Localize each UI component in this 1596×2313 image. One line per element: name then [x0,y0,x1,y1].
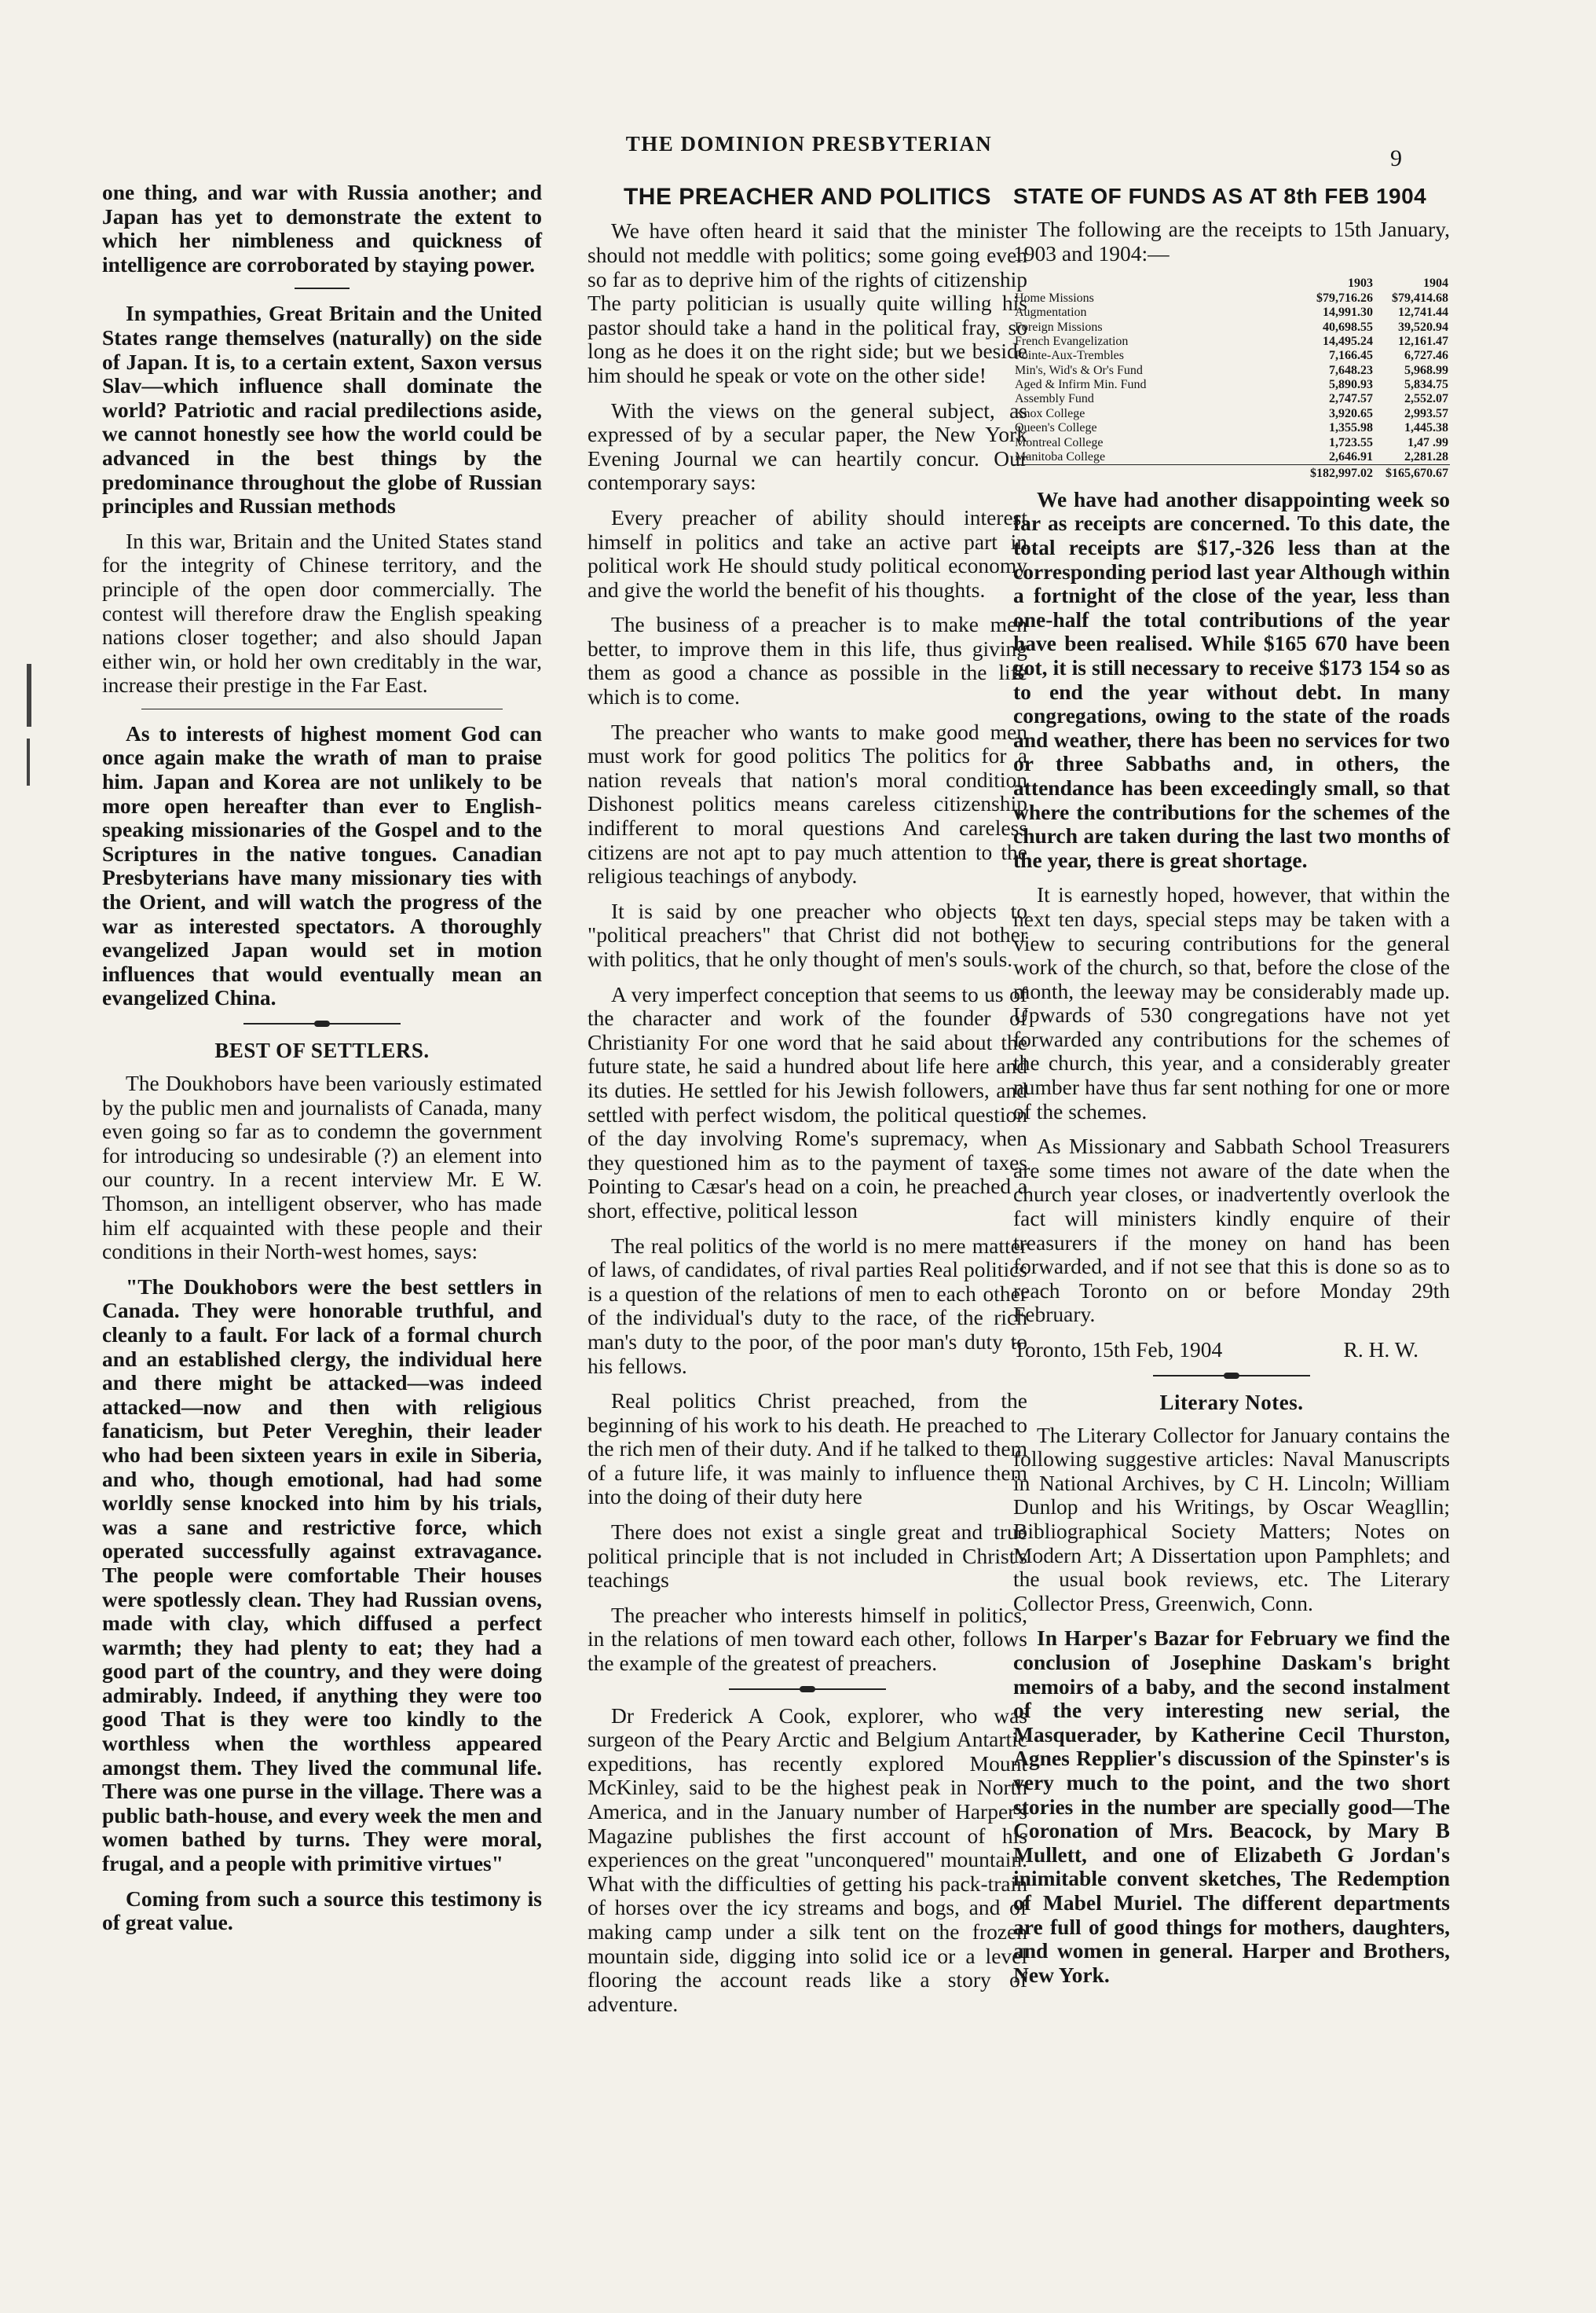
table-cell-label: Augmentation [1015,306,1087,320]
section-heading: BEST OF SETTLERS. [214,1039,430,1062]
ornamental-divider [1153,1375,1310,1376]
table-cell-value: 7,166.45 [1329,349,1373,363]
article-paragraph: The following are the receipts to 15th January, 1903 and 1904:— [1013,217,1450,266]
article-paragraph: The preacher who interests himself in politics, in the relations of men toward each other, follows the example of the greatest of preachers. [588,1602,1027,1676]
divider [295,288,350,289]
table-row [1013,436,1450,450]
table-cell-label: Min's, Wid's & Or's Fund [1015,363,1143,377]
table-row [1013,421,1450,435]
margin-mark [27,664,31,727]
table-cell-label: Foreign Missions [1015,320,1103,334]
section-heading: Literary Notes. [1159,1390,1304,1414]
table-cell-value: 5,834.75 [1404,378,1448,392]
table-cell-value: 7,648.23 [1329,363,1373,377]
article-paragraph: It is said by one preacher who objects to "political preachers" that Christ did not bother with politics, that he only thought of men's souls. [588,898,1027,971]
table-cell-value: 12,161.47 [1398,334,1448,348]
table-cell-value: 12,741.44 [1398,306,1448,320]
table-row [1013,291,1450,306]
table-row [1013,364,1450,378]
table-cell-value: 40,698.55 [1323,320,1373,334]
table-cell-value: 2,993.57 [1404,406,1448,420]
article-paragraph: As to interests of highest moment God can once again make the wrath of man to praise him. Japan and Korea are not unlikely to be more open hereafter than ever to English-speaking missionaries of the Gospel and to the Scriptures in the native tongues. Canadian Presbyterians have many missionary ties with the Orient, and will watch the progress of the war as interested spectators. A thoroughly evangelized Japan would set in motion influences that would eventually mean an evangelized China. [102,720,542,1010]
table-cell-value: 5,890.93 [1329,378,1373,392]
table-cell-label: Montreal College [1015,435,1104,449]
column-middle [588,181,1027,2027]
table-header-year: 1904 [1423,277,1448,291]
table-cell-label: Knox College [1015,406,1085,420]
table-cell-value: 39,520.94 [1398,320,1448,334]
article-paragraph: We have had another disappointing week so far as receipts are concerned. To this date, the total receipts are $17,-326 less than at the corresponding period last year Although within a fortnight of the close of the year, less than one-half the total contributions of the year have been realised. While $165 670 have been got, it is still necessary to receive $173 154 so as to end the year without debt. In many congregations, owing to the state of the roads and weather, there has been no services for two or three Sabbaths and, in others, the attendance has been exceedingly small, so that where the contributions for the schemes of the church are taken during the last two months of the year, there is great shortage. [1013,486,1450,872]
table-cell-value: 2,646.91 [1329,450,1373,464]
table-cell-value: 14,991.30 [1323,306,1373,320]
table-cell-label: Assembly Fund [1015,392,1094,406]
article-paragraph: With the views on the general subject, as expressed of by a secular paper, the New York Evening Journal we can heartily concur. Our contemporary says: [588,398,1027,495]
table-cell-value: 1,47 .99 [1407,435,1448,449]
table-row [1013,392,1450,406]
table-cell-value: 3,920.65 [1329,406,1373,420]
table-cell-value: 1,355.98 [1329,421,1373,435]
signature-line [1013,1338,1450,1362]
article-paragraph: Coming from such a source this testimony is of great value. [102,1886,542,1935]
table-cell-value: $79,716.26 [1316,291,1373,305]
signature-name: R. H. W. [1343,1337,1418,1362]
article-heading: THE PREACHER AND POLITICS [623,184,992,210]
table-cell-value: 2,281.28 [1404,450,1448,464]
table-row [1013,321,1450,335]
article-paragraph: In this war, Britain and the United States stand for the integrity of Chinese territory, and the principle of the open door commercially. The contest will therefore draw the English speaking nations closer together; and also should Japan either win, or hold her own creditably in the war, increase their prestige in the Far East. [102,528,542,698]
signature-place: Toronto, 15th Feb, 1904 [1013,1337,1223,1362]
article-paragraph: A very imperfect conception that seems to us of the character and work of the founder of Christianity For one word that he said about the future state, he said a hundred about life here and its duties. He settled for his Jewish followers, and settled with perfect wisdom, the political question of the day involving Rome's supremacy, when they questioned him as to the payment of taxes Pointing to Cæsar's head on a coin, he preached a short, effective, political lesson [588,981,1027,1222]
column-left [102,181,542,1946]
article-paragraph: It is earnestly hoped, however, that within the next ten days, special steps may be taken with a view to securing contributions for the general work of the church, so that, before the close of the month, the leeway may be considerably made up. Upwards of 530 congregations have not yet forwarded any contributions for the schemes of the church, this year, and a considerably greater number have thus far sent nothing for one or more of the schemes. [1013,882,1450,1124]
table-row [1013,378,1450,392]
table-cell-value: 1,723.55 [1329,435,1373,449]
table-row [1013,306,1450,320]
table-cell-label: Queen's College [1015,421,1097,435]
article-paragraph: Every preacher of ability should interest himself in politics and take an active part in political work He should study political economy and give the world the benefit of his thoughts. [588,504,1027,602]
table-cell-label: Pointe-Aux-Trembles [1015,349,1124,363]
table-header-year: 1903 [1348,277,1373,291]
ornamental-divider [243,1023,401,1025]
article-paragraph: The preacher who wants to make good men must work for good politics The politics for a nation reveals that nation's moral condition Dishonest politics means careless citizenship indifferent to moral questions And careless citizens are not apt to pay much attention to the religious teachings of anybody. [588,719,1027,889]
table-header-row [1013,277,1450,291]
article-paragraph: We have often heard it said that the minister should not meddle with politics; some going even so far as to deprive him of the rights of citizenship The party politician is usually quite willing his pastor should take a hand in the political fray, so long as he does it on the right side; but we beside him should he speak or vote on the other side! [588,218,1027,387]
margin-mark [27,739,30,786]
page-number: 9 [1390,145,1402,171]
article-paragraph: The Doukhobors have been variously estimated by the public men and journalists of Canada, many even going so far as to condemn the government for introducing so undesirable (?) an element into our country. In a recent interview Mr. E W. Thomson, an intelligent observer, who has made him elf acquainted with these people and their conditions in their North-west homes, says: [102,1071,542,1264]
table-total: $165,670.67 [1375,465,1450,482]
table-cell-value: 14,495.24 [1323,334,1373,348]
article-paragraph: There does not exist a single great and true political principle that is not included in Christ's teachings [588,1519,1027,1593]
table-cell-value: 2,552.07 [1404,392,1448,406]
ornamental-divider [729,1688,886,1690]
table-cell-value: $79,414.68 [1392,291,1448,305]
table-cell-value: 2,747.57 [1329,392,1373,406]
article-paragraph: one thing, and war with Russia another; and Japan has yet to demonstrate the extent to which her nimbleness and quickness of intelligence are corroborated by staying power. [102,180,542,277]
article-paragraph: As Missionary and Sabbath School Treasurers are some times not aware of the date when the church year closes, or inadvertently overlook the fact will ministers kindly enquire of their treasurers if the money on hand has been forwarded, and if not see that this is done so as to reach Toronto on or before Monday 29th February. [1013,1134,1450,1327]
article-paragraph: "The Doukhobors were the best settlers in Canada. They were honorable truthful, and cleanly to a fault. For lack of a formal church and an established clergy, the individual here and there might be attacked—was indeed attacked—now and then with religious fanaticism, but Peter Vereghin, their leader who had been sixteen years in exile in Siberia, and who, though emotional, had had some worldly sense knocked into him by his trials, was a sane and restrictive force, which operated successfully against extravagance. The people were comfortable Their houses were spotlessly clean. They had Russian ovens, made with clay, which diffused a perfect warmth; they had plenty to eat; they had a good part of the country, and they were doing admirably. Indeed, if anything they were too good That is they were too kindly to the worthless when the worthless appeared amongst them. They lived the communal life. There was one purse in the village. There was a public bath-house, and every week the men and women bathed by turns. They were moral, frugal, and a people with primitive virtues" [102,1274,542,1876]
table-row [1013,450,1450,465]
article-heading: STATE OF FUNDS AS AT 8th FEB 1904 [1013,184,1427,208]
funds-table-body [1013,291,1450,465]
page-header: THE DOMINION PRESBYTERIAN [625,132,993,156]
article-paragraph: The real politics of the world is no mere matter of laws, of candidates, of rival parties Real politics is a question of the relations of men to each other of the individual's duty to the race, of the rich man's duty to the poor, of the poor man's duty to his fellows. [588,1233,1027,1378]
table-cell-value: 1,445.38 [1404,421,1448,435]
column-right [1013,181,1450,1998]
table-row [1013,349,1450,363]
table-row [1013,407,1450,421]
article-paragraph: The Literary Collector for January contains the following suggestive articles: Naval Manuscripts in National Archives, by C H. Lincoln; William Dunlop and his Writings, by Oscar Weagllin; Bibliographical Society Matters; Notes on Modern Art; A Dissertation upon Pamphlets; and the usual book reviews, etc. The Literary Collector Press, Greenwich, Conn. [1013,1422,1450,1615]
table-cell-label: Home Missions [1015,291,1094,305]
table-cell-label: French Evangelization [1015,334,1129,348]
article-paragraph: In Harper's Bazar for February we find the conclusion of Josephine Daskam's bright memoirs of a baby, and the second instalment of the very interesting new serial, the Masquerader, by Katherine Cecil Thurston, Agnes Repplier's discussion of the Spinster's is very much to the point, and the two short stories in the number are specially good—The Coronation of Mrs. Beacock, by Mary B Mullett, and one of Elizabeth G Jordan's inimitable convent sketches, The Redemption of Mabel Muriel. The different departments are full of good things for mothers, daughters, and women in general. Harper and Brothers, New York. [1013,1626,1450,1987]
table-total-row [1013,465,1450,482]
table-cell-label: Aged & Infirm Min. Fund [1015,378,1147,392]
article-paragraph: Real politics Christ preached, from the beginning of his work to his death. He preached to the rich men of their duty. And if he talked to them of a future life, it was mainly to influence them into the doing of their duty here [588,1388,1027,1509]
table-cell-value: 6,727.46 [1404,349,1448,363]
table-row [1013,335,1450,349]
article-paragraph: The business of a preacher is to make men better, to improve them in this life, thus giving them as good a chance as possible in the life which is to come. [588,612,1027,709]
table-total: $182,997.02 [1299,465,1375,482]
article-paragraph: Dr Frederick A Cook, explorer, who was surgeon of the Peary Arctic and Belgium Antartic expeditions, has recently explored Mount McKinley, said to be the highest peak in North America, and in the January number of Harper's Magazine publishes the first account of his experiences on the great "unconquered" mountain. What with the difficulties of getting his pack-train of horses over the icy streams and bogs, and of making camp under a silk tent on the frozen mountain side, digging into solid ice or a level flooring the account reads like a story of adventure. [588,1703,1027,2016]
funds-table [1013,277,1450,481]
table-cell-value: 5,968.99 [1404,363,1448,377]
table-cell-label: Manitoba College [1015,450,1106,464]
table-cell [1013,465,1299,482]
table-header-label [1013,277,1299,291]
article-paragraph: In sympathies, Great Britain and the United States range themselves (naturally) on the side of Japan. It is, to a certain extent, Saxon versus Slav—which influence shall dominate the world? Patriotic and racial predilections aside, we cannot honestly see how the world could be advanced in the best things by the predominance throughout the globe of Russian principles and Russian methods [102,301,542,519]
